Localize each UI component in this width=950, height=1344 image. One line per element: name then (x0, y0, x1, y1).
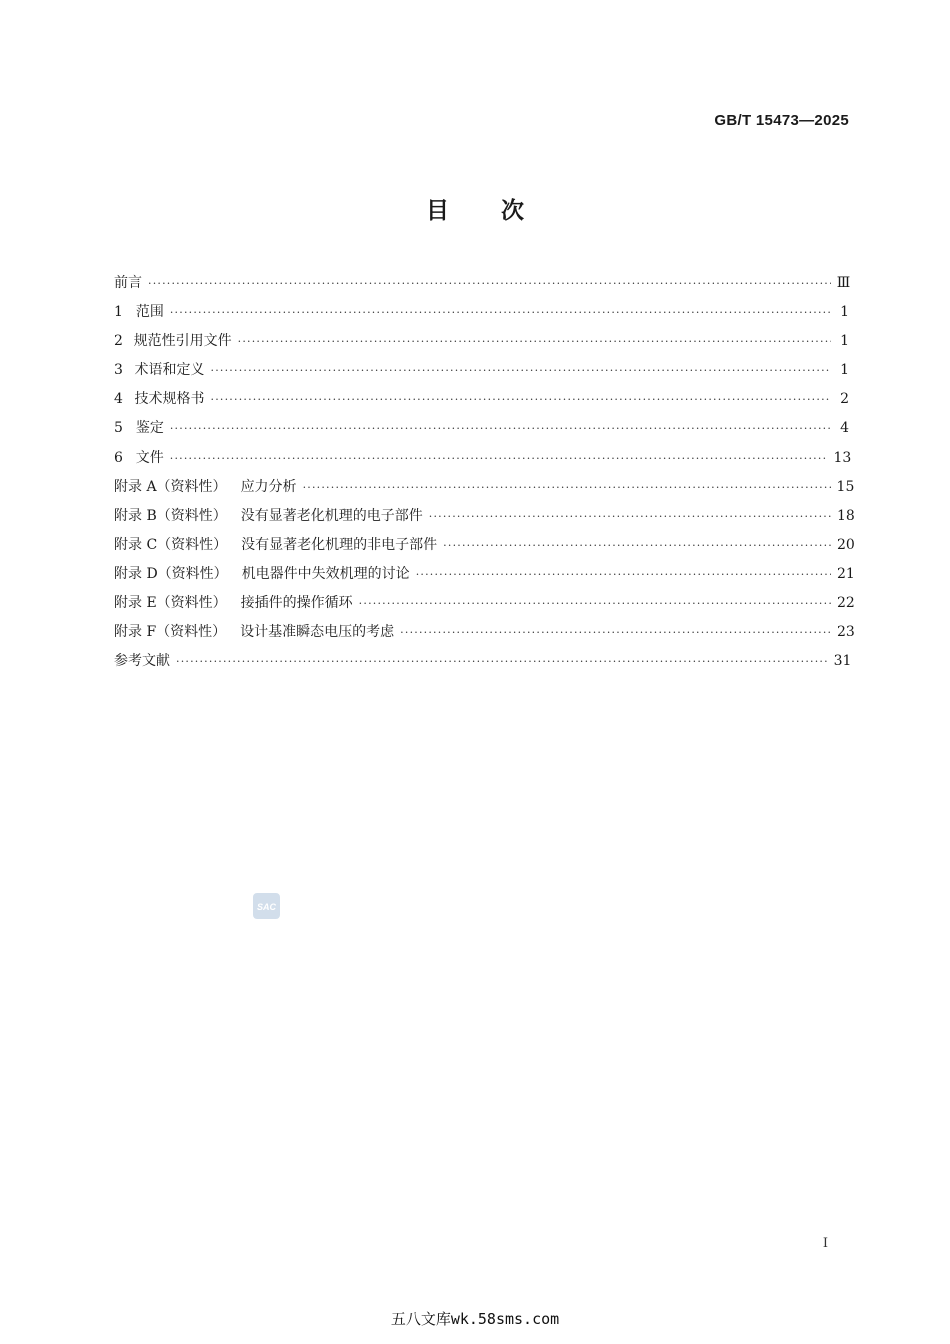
toc-entry-annex: 附录 F（资料性） (114, 624, 227, 641)
toc-entry-annex: 附录 C（资料性） (114, 536, 228, 553)
toc-entry-label: 应力分析 (240, 478, 297, 495)
toc-entry[interactable] (114, 592, 855, 621)
toc-entry-label: 规范性引用文件 (133, 333, 232, 350)
standard-code: GB/T 15473—2025 (714, 112, 849, 129)
toc-dot-leader (170, 306, 831, 319)
toc-entry[interactable] (114, 563, 855, 592)
toc-dot-leader (238, 335, 831, 348)
toc-entry-label: 鉴定 (135, 420, 164, 437)
toc-entry-label: 没有显著老化机理的非电子部件 (241, 536, 438, 553)
toc-dot-leader (170, 422, 831, 435)
toc-entry-number: 5 (114, 420, 123, 437)
toc-entry-page: 1 (840, 333, 849, 350)
toc-dot-leader (211, 364, 831, 377)
toc-entry-number: 1 (114, 304, 123, 321)
toc-entry-page: 18 (837, 507, 855, 524)
toc-dot-leader (443, 539, 831, 552)
toc-entry[interactable] (114, 330, 849, 359)
toc-entry-number: 3 (114, 362, 123, 379)
toc-entry[interactable] (114, 650, 852, 679)
toc-entry-label: 参考文献 (114, 653, 170, 670)
toc-dot-leader (303, 481, 831, 494)
toc-entry-label: 范围 (135, 304, 164, 321)
site-footer: 五八文库wk.58sms.com (390, 1310, 560, 1328)
toc-entry-number: 2 (114, 333, 123, 350)
toc-entry-page: 4 (840, 420, 849, 437)
toc-entry-page: 1 (840, 304, 849, 321)
toc-entry-label: 机电器件中失效机理的讨论 (241, 565, 410, 582)
toc-dot-leader (429, 510, 831, 523)
toc-entry-page: 20 (837, 536, 855, 553)
sac-logo-text: SAC (256, 902, 277, 912)
toc-entry-label: 文件 (135, 449, 164, 466)
toc-entry-page: 15 (836, 478, 855, 495)
toc-entry-label: 设计基准瞬态电压的考虑 (240, 624, 395, 641)
toc-entry[interactable] (114, 417, 849, 446)
page-title: 目次 (426, 198, 576, 224)
toc-entry-page: 13 (833, 449, 852, 466)
toc-entry[interactable] (114, 301, 849, 330)
page-number: I (822, 1236, 828, 1251)
toc-entry-annex: 附录 E（资料性） (114, 595, 227, 612)
toc-dot-leader (176, 655, 828, 668)
toc-entry-page: 21 (837, 565, 855, 582)
toc-entry-number: 6 (114, 449, 123, 466)
toc-dot-leader (211, 393, 831, 406)
toc-dot-leader (416, 568, 831, 581)
toc-entry[interactable] (114, 388, 849, 417)
toc-entry-page: 1 (840, 362, 849, 379)
toc-dot-leader (400, 626, 831, 639)
toc-entry-annex: 附录 B（资料性） (114, 507, 227, 524)
toc-entry-label: 前言 (114, 275, 142, 291)
toc-entry-label: 接插件的操作循环 (240, 595, 353, 612)
table-of-contents (114, 272, 855, 679)
toc-entry-number: 4 (114, 391, 123, 408)
toc-entry[interactable] (114, 359, 849, 388)
toc-entry[interactable] (114, 272, 849, 301)
toc-entry[interactable] (114, 505, 855, 534)
toc-entry[interactable] (114, 447, 852, 476)
toc-entry[interactable] (114, 476, 855, 505)
toc-entry-page: 23 (837, 624, 855, 641)
toc-entry-page: 2 (840, 391, 849, 408)
toc-dot-leader (170, 452, 828, 465)
sac-logo-icon (253, 893, 280, 919)
toc-entry[interactable] (114, 621, 855, 650)
toc-entry[interactable] (114, 534, 855, 563)
toc-entry-label: 术语和定义 (134, 362, 205, 379)
toc-dot-leader (359, 597, 831, 610)
toc-entry-page: 22 (837, 595, 855, 612)
toc-entry-annex: 附录 A（资料性） (114, 478, 227, 495)
toc-entry-label: 技术规格书 (134, 391, 205, 408)
toc-entry-label: 没有显著老化机理的电子部件 (240, 507, 423, 524)
toc-entry-page: Ⅲ (836, 275, 851, 291)
toc-entry-page: 31 (833, 653, 852, 670)
toc-entry-annex: 附录 D（资料性） (114, 565, 228, 582)
toc-dot-leader (148, 277, 831, 290)
